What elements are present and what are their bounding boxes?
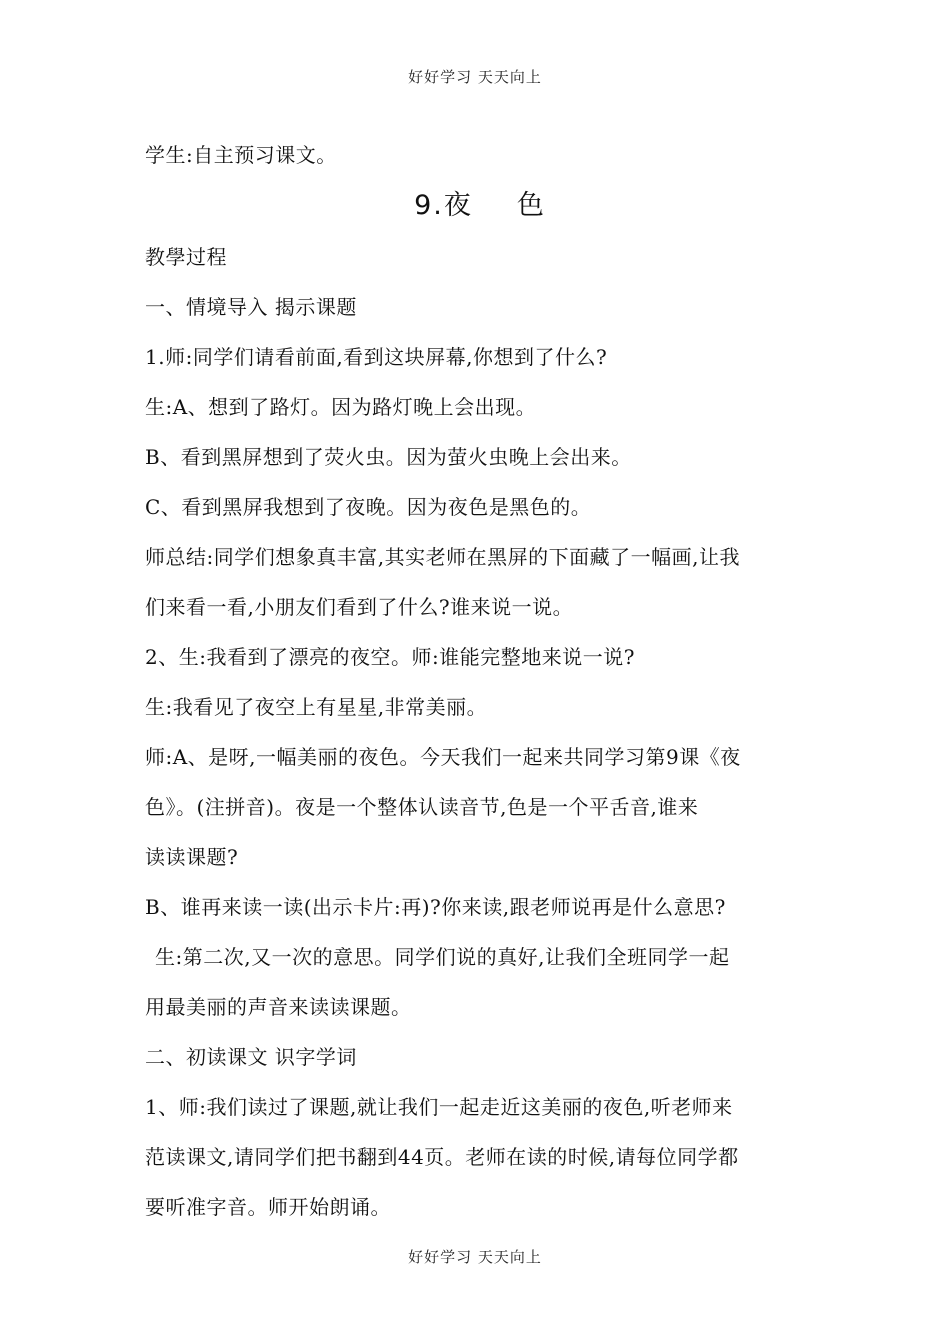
- text-line: 学生:自主预习课文。: [145, 143, 337, 167]
- lesson-title: [145, 180, 815, 232]
- title-char: 色: [516, 190, 546, 221]
- text-line: 读读课题?: [145, 845, 239, 869]
- text-line: 1.师:同学们请看前面,看到这块屏幕,你想到了什么?: [145, 345, 608, 369]
- text-line: 要听准字音。师开始朗诵。: [145, 1195, 391, 1219]
- text-line: B、看到黑屏想到了荧火虫。因为萤火虫晚上会出来。: [145, 445, 632, 469]
- text-line: 1、师:我们读过了课题,就让我们一起走近这美丽的夜色,听老师来: [145, 1095, 733, 1119]
- text-line: 师总结:同学们想象真丰富,其实老师在黑屏的下面藏了一幅画,让我: [145, 545, 740, 569]
- text-line: 用最美丽的声音来读读课题。: [145, 995, 412, 1019]
- text-line: 们来看一看,小朋友们看到了什么?谁来说一说。: [145, 595, 574, 619]
- text-line: 生:A、想到了路灯。因为路灯晚上会出现。: [145, 395, 537, 419]
- title-number: 9.夜: [414, 190, 473, 221]
- text-line: 范读课文,请同学们把书翻到44页。老师在读的时候,请每位同学都: [145, 1145, 739, 1169]
- text-line: 师:A、是呀,一幅美丽的夜色。今天我们一起来共同学习第9课《夜: [145, 745, 741, 769]
- section-heading: 二、初读课文 识字学词: [145, 1045, 357, 1069]
- text-line: B、谁再来读一读(出示卡片:再)?你来读,跟老师说再是什么意思?: [145, 895, 726, 919]
- text-line: C、看到黑屏我想到了夜晚。因为夜色是黑色的。: [145, 495, 592, 519]
- text-line: 生:第二次,又一次的意思。同学们说的真好,让我们全班同学一起: [155, 945, 730, 969]
- text-line: 生:我看见了夜空上有星星,非常美丽。: [145, 695, 488, 719]
- page-footer: 好好学习 天天向上: [408, 1248, 542, 1266]
- section-heading: 一、情境导入 揭示课题: [145, 295, 357, 319]
- text-line: 色》。(注拼音)。夜是一个整体认读音节,色是一个平舌音,谁来: [145, 795, 699, 819]
- text-line: 2、生:我看到了漂亮的夜空。师:谁能完整地来说一说?: [145, 645, 635, 669]
- page-header: 好好学习 天天向上: [408, 68, 542, 86]
- document-body: [145, 130, 815, 1232]
- section-heading: 教學过程: [145, 245, 227, 269]
